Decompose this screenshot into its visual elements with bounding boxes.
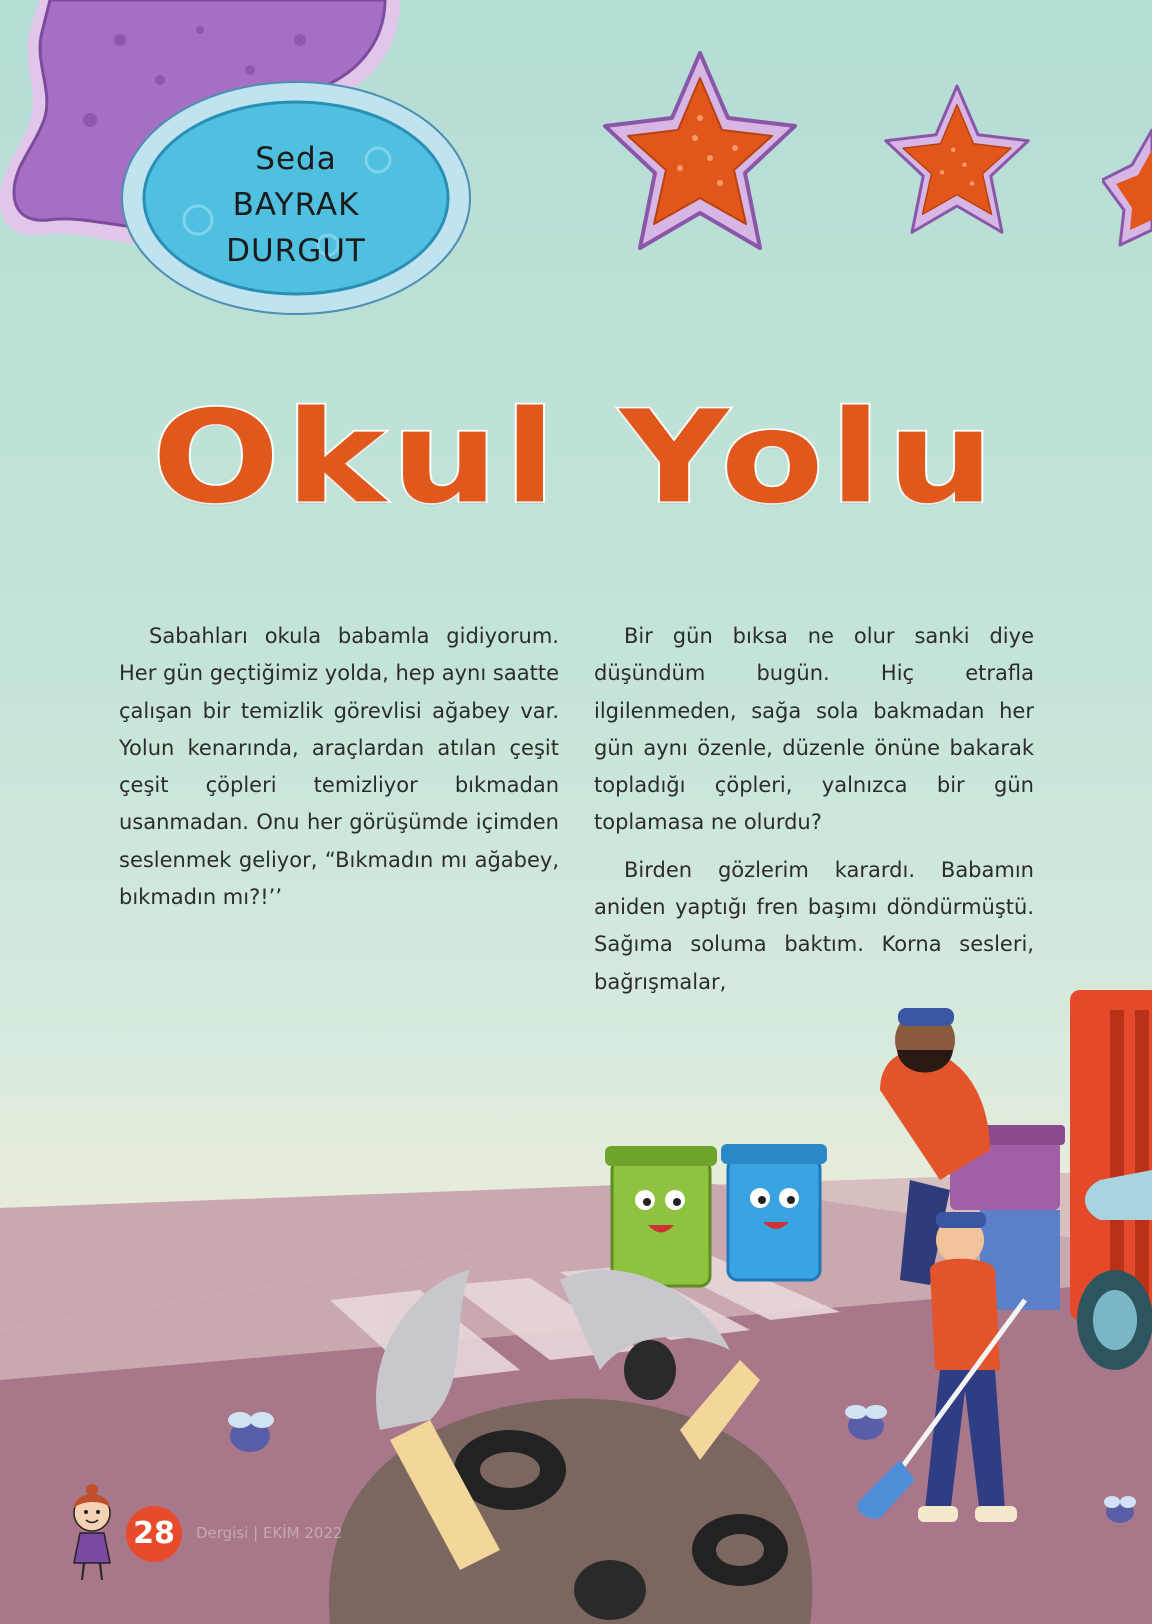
blue-recycle-bin-icon: [721, 1144, 827, 1280]
story-column-right: [594, 618, 1034, 1001]
story-title: Okul Yolu: [152, 384, 1000, 532]
starfish-icon: [1102, 120, 1152, 250]
girl-mascot-icon: [52, 1478, 132, 1588]
story-column-left: [119, 618, 559, 916]
starfish-icon: [600, 48, 800, 258]
starfish-icon: [882, 82, 1032, 240]
author-name: [120, 136, 472, 274]
footer-magazine-info: Dergisi | EKİM 2022: [196, 1524, 343, 1542]
paragraph: Bir gün bıksa ne olur sanki diye düşündüm bugün. Hiç etrafla ilgilenmeden, sağa sola bakmadan her gün aynı özenle, düzenle önüne bakarak topladığı çöpleri, yalnızca bir gün toplamasa ne olurdu?: [594, 624, 1034, 835]
author-surname-1: BAYRAK: [232, 187, 360, 223]
author-surname-2: DURGUT: [226, 233, 366, 269]
paragraph: Birden gözlerim karardı. Babamın aniden yaptığı fren başımı döndürmüştü. Sağıma soluma baktım. Korna sesleri, bağrışmalar,: [594, 857, 1034, 994]
page-number: 28: [126, 1506, 182, 1562]
paragraph: Sabahları okula babamla gidiyorum. Her gün geçtiğimiz yolda, hep aynı saatte çalışan bir temizlik görevlisi ağabey var. Yolun kenarında, araçlardan atılan çeşit çeşit çöpleri temizliyor bıkmadan usanmadan. Onu her görüşümde içimden seslenmek geliyor, “Bıkmadın mı ağabey, bıkmadın mı?!’’: [119, 624, 559, 910]
author-first-name: Seda: [255, 141, 337, 177]
